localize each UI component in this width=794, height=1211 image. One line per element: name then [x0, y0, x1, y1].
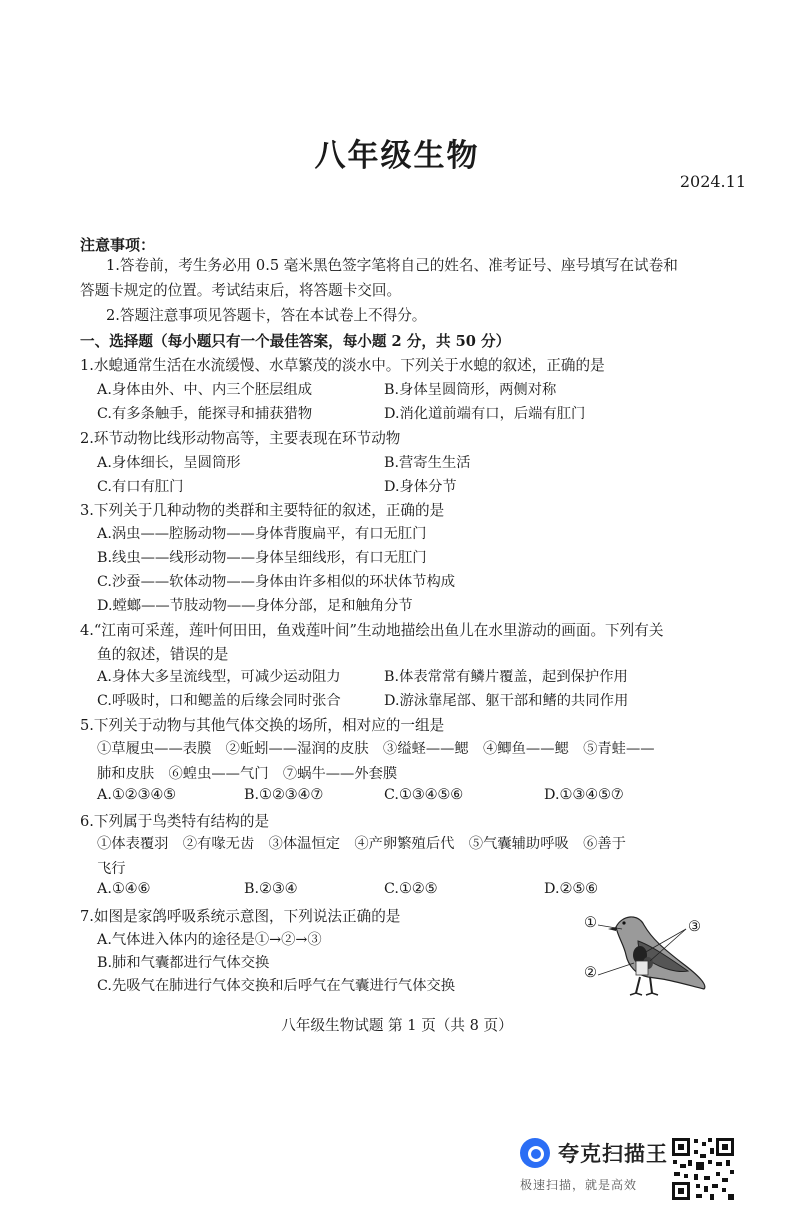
q5-option-b: B.①②③④⑦	[244, 787, 324, 803]
scanner-watermark	[520, 1138, 688, 1202]
q1-option-a: A.身体由外、中、内三个胚层组成	[97, 382, 313, 398]
exam-date: 2024.11	[679, 172, 746, 191]
q5-option-a: A.①②③④⑤	[97, 787, 176, 803]
q3-option-c: C.沙蚕——软体动物——身体由许多相似的环状体节构成	[97, 574, 456, 590]
q6-option-c: C.①②⑤	[384, 881, 438, 897]
q2-option-d: D.身体分节	[384, 479, 457, 495]
q7-option-a: A.气体进入体内的途径是①→②→③	[97, 932, 322, 948]
q6-option-b: B.②③④	[244, 881, 298, 897]
notice-item-1-line-2: 答题卡规定的位置。考试结束后，将答题卡交回。	[80, 282, 402, 299]
figure-label-2: ②	[584, 965, 597, 981]
pigeon-respiratory-figure	[578, 905, 718, 1005]
notice-item-1-line-1: 1.答卷前，考生务必用 0.5 毫米黑色签字笔将自己的姓名、准考证号、座号填写在试卷和	[106, 257, 678, 274]
brand-slogan: 极速扫描，就是高效	[520, 1178, 638, 1192]
q3-option-b: B.线虫——线形动物——身体呈细线形，有口无肛门	[97, 550, 427, 566]
q7-option-b: B.肺和气囊都进行气体交换	[97, 955, 270, 971]
q3-option-a: A.涡虫——腔肠动物——身体背腹扁平，有口无肛门	[97, 526, 427, 542]
q5-items-line-1: ①草履虫——表膜 ②蚯蚓——湿润的皮肤 ③缢蛏——鳃 ④鲫鱼——鳃 ⑤青蛙——	[97, 741, 655, 757]
q5-items-line-2: 肺和皮肤 ⑥蝗虫——气门 ⑦蜗牛——外套膜	[97, 766, 398, 782]
q2-option-b: B.营寄生生活	[384, 455, 471, 471]
q6-stem: 6.下列属于鸟类特有结构的是	[80, 813, 270, 830]
quark-logo-icon	[520, 1138, 550, 1168]
q4-option-a: A.身体大多呈流线型，可减少运动阻力	[97, 669, 341, 685]
notice-item-2: 2.答题注意事项见答题卡，答在本试卷上不得分。	[106, 307, 427, 324]
q4-stem-line-1: 4.“江南可采莲，莲叶何田田，鱼戏莲叶间”生动地描绘出鱼儿在水里游动的画面。下列有关	[80, 622, 664, 639]
q3-stem: 3.下列关于几种动物的类群和主要特征的叙述，正确的是	[80, 502, 445, 519]
q6-items-line-1: ①体表覆羽 ②有喙无齿 ③体温恒定 ④产卵繁殖后代 ⑤气囊辅助呼吸 ⑥善于	[97, 836, 626, 852]
qr-code-icon	[670, 1136, 736, 1202]
brand-name: 夸克扫描王	[558, 1142, 668, 1166]
q2-option-c: C.有口有肛门	[97, 479, 184, 495]
q1-option-c: C.有多条触手，能探寻和捕获猎物	[97, 406, 313, 422]
q1-option-d: D.消化道前端有口，后端有肛门	[384, 406, 586, 422]
notice-heading: 注意事项：	[80, 236, 156, 254]
figure-label-1: ①	[584, 915, 597, 931]
q4-stem-line-2: 鱼的叙述，错误的是	[97, 646, 229, 663]
q4-option-c: C.呼吸时，口和鳃盖的后缘会同时张合	[97, 693, 341, 709]
q5-option-c: C.①③④⑤⑥	[384, 787, 464, 803]
q5-stem: 5.下列关于动物与其他气体交换的场所，相对应的一组是	[80, 717, 445, 734]
q3-option-d: D.螳螂——节肢动物——身体分部，足和触角分节	[97, 598, 413, 614]
q2-stem: 2.环节动物比线形动物高等，主要表现在环节动物	[80, 430, 401, 447]
q6-option-d: D.②⑤⑥	[544, 881, 598, 897]
page-title: 八年级生物	[314, 138, 480, 174]
q7-option-c: C.先吸气在肺进行气体交换和后呼气在气囊进行气体交换	[97, 978, 456, 994]
q1-option-b: B.身体呈圆筒形，两侧对称	[384, 382, 557, 398]
q7-stem: 7.如图是家鸽呼吸系统示意图，下列说法正确的是	[80, 908, 401, 925]
q1-stem: 1.水螅通常生活在水流缓慢、水草繁茂的淡水中。下列关于水螅的叙述，正确的是	[80, 357, 605, 374]
q6-items-line-2: 飞行	[97, 861, 126, 877]
q6-option-a: A.①④⑥	[97, 881, 151, 897]
q5-option-d: D.①③④⑤⑦	[544, 787, 624, 803]
figure-label-3: ③	[688, 919, 701, 935]
section-heading: 一、选择题（每小题只有一个最佳答案，每小题 2 分，共 50 分）	[80, 333, 511, 350]
q2-option-a: A.身体细长，呈圆筒形	[97, 455, 241, 471]
q4-option-b: B.体表常常有鳞片覆盖，起到保护作用	[384, 669, 628, 685]
page-footer: 八年级生物试题 第 1 页（共 8 页）	[281, 1017, 513, 1034]
q4-option-d: D.游泳靠尾部、躯干部和鳍的共同作用	[384, 693, 629, 709]
